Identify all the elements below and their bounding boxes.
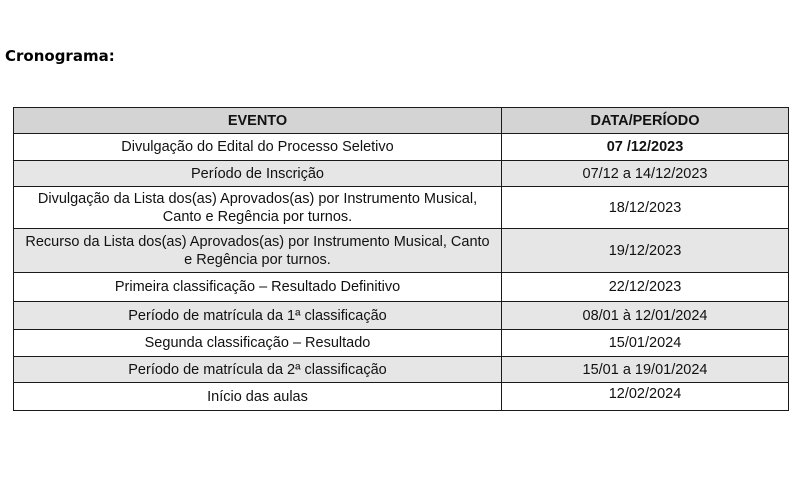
date-cell: 07 /12/2023 bbox=[502, 134, 789, 161]
table-row bbox=[14, 357, 789, 383]
schedule-table bbox=[13, 107, 789, 411]
table-row bbox=[14, 383, 789, 411]
table-row bbox=[14, 134, 789, 161]
page-title: Cronograma: bbox=[5, 47, 115, 65]
event-cell: Recurso da Lista dos(as) Aprovados(as) por Instrumento Musical, Canto e Regência por turnos. bbox=[14, 229, 502, 273]
column-header-evento: EVENTO bbox=[14, 108, 502, 134]
table-row bbox=[14, 187, 789, 229]
date-cell: 07/12 a 14/12/2023 bbox=[502, 161, 789, 187]
table-row bbox=[14, 161, 789, 187]
date-cell: 12/02/2024 bbox=[502, 383, 789, 411]
date-cell: 18/12/2023 bbox=[502, 187, 789, 229]
date-cell: 22/12/2023 bbox=[502, 273, 789, 302]
table-row bbox=[14, 330, 789, 357]
date-cell: 08/01 à 12/01/2024 bbox=[502, 302, 789, 330]
event-cell: Período de Inscrição bbox=[14, 161, 502, 187]
table-header-row bbox=[14, 108, 789, 134]
event-cell: Divulgação do Edital do Processo Seletivo bbox=[14, 134, 502, 161]
event-cell: Divulgação da Lista dos(as) Aprovados(as) por Instrumento Musical, Canto e Regência por turnos. bbox=[14, 187, 502, 229]
event-cell: Primeira classificação – Resultado Definitivo bbox=[14, 273, 502, 302]
event-cell: Início das aulas bbox=[14, 383, 502, 411]
table-row bbox=[14, 302, 789, 330]
event-cell: Segunda classificação – Resultado bbox=[14, 330, 502, 357]
column-header-data: DATA/PERÍODO bbox=[502, 108, 789, 134]
date-cell: 15/01 a 19/01/2024 bbox=[502, 357, 789, 383]
date-cell: 15/01/2024 bbox=[502, 330, 789, 357]
table-row bbox=[14, 229, 789, 273]
event-cell: Período de matrícula da 1ª classificação bbox=[14, 302, 502, 330]
date-cell: 19/12/2023 bbox=[502, 229, 789, 273]
event-cell: Período de matrícula da 2ª classificação bbox=[14, 357, 502, 383]
table-row bbox=[14, 273, 789, 302]
